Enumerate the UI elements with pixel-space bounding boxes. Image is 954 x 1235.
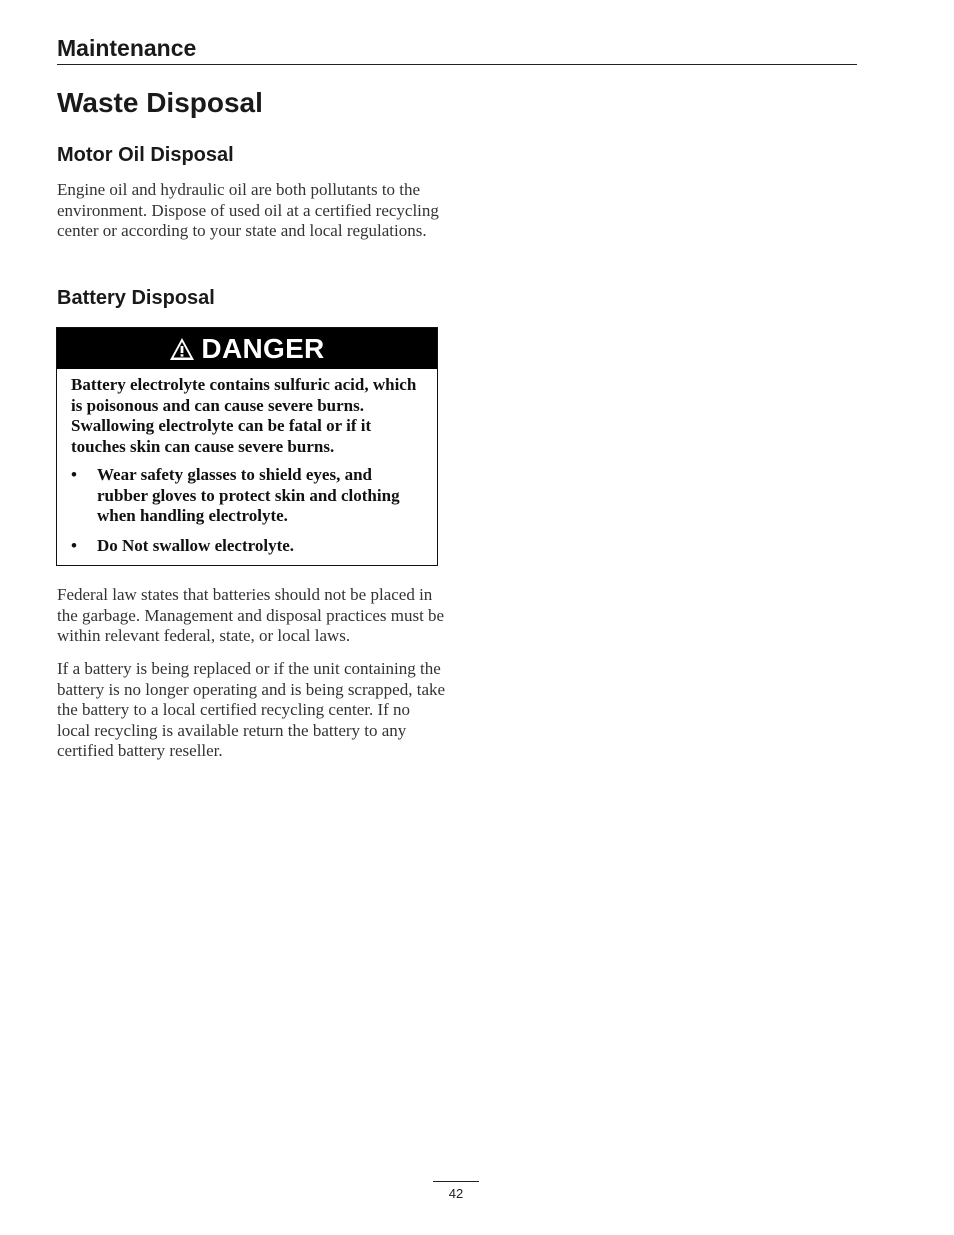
danger-label: DANGER (201, 332, 325, 364)
list-item-text: Do Not swallow electrolyte. (97, 535, 295, 555)
battery-heading: Battery Disposal (57, 287, 215, 309)
federal-law-paragraph: Federal law states that batteries should not be placed in the garbage. Management and disposal practices must be within relevant federal, state, or local laws. (57, 585, 445, 645)
bullet-symbol: • (71, 535, 77, 555)
danger-list (71, 465, 423, 556)
danger-header (57, 328, 437, 369)
page-title: Waste Disposal (57, 87, 263, 118)
danger-text: Battery electrolyte contains sulfuric acid, which is poisonous and can cause severe burns. Swallowing electrolyte can be fatal or if it touches skin can cause severe burns. (71, 375, 417, 456)
list-item-text: Wear safety glasses to shield eyes, and rubber gloves to protect skin and clothing when handling electrolyte. (97, 465, 400, 525)
danger-body (57, 369, 437, 556)
bullet-symbol: • (71, 465, 77, 484)
footer-divider (433, 1181, 479, 1182)
list-item (71, 536, 423, 557)
battery-replacement-paragraph: If a battery is being replaced or if the unit containing the battery is no longer operating and is being scrapped, take the battery to a local certified recycling center. If no local recycling is available return the battery to any certified battery reseller. (57, 659, 446, 760)
danger-notice (56, 327, 438, 566)
page-number: 42 (448, 1186, 464, 1201)
motor-oil-paragraph: Engine oil and hydraulic oil are both pollutants to the environment. Dispose of used oil at a certified recycling center or according to your state and local regulations. (57, 180, 439, 240)
warning-triangle-icon (169, 337, 195, 361)
motor-oil-heading: Motor Oil Disposal (57, 144, 234, 166)
section-title: Maintenance (57, 35, 197, 61)
list-item (71, 465, 423, 527)
page-header (57, 32, 857, 65)
